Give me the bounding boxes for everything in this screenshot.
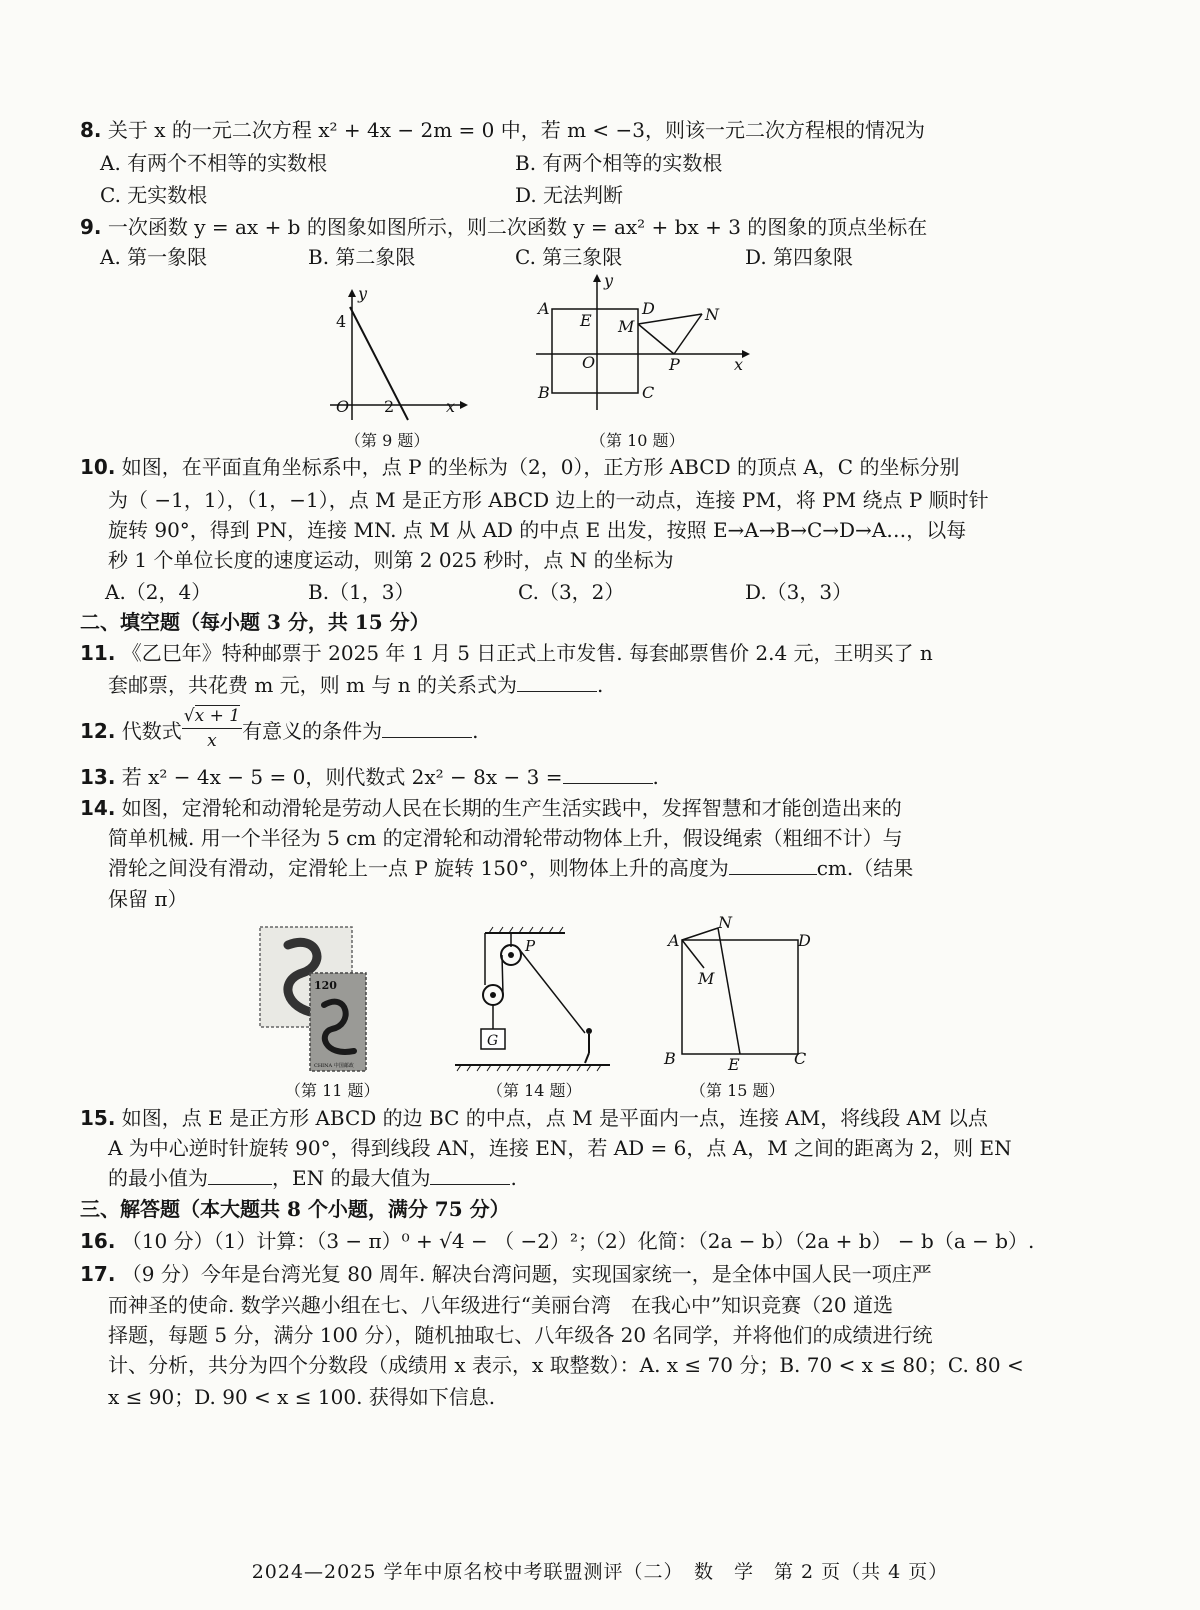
q16-line: [80, 1226, 598, 1256]
figure-10-graph: [530, 272, 755, 412]
fig15-segment-en: [718, 928, 740, 1054]
q8-option-a: A. 有两个不相等的实数根: [100, 151, 328, 175]
section-2-heading: 二、填空题（每小题 3 分，共 15 分）: [80, 610, 430, 634]
q11-line-2: 套邮票，共花费 m 元，则 m 与 n 的关系式为 .: [108, 673, 604, 697]
fig10-label-e: E: [580, 311, 592, 330]
fig14-fixed-pulley-axle: [508, 952, 514, 958]
q13-line: 13. 若 x² − 4x − 5 = 0，则代数式 2x² − 8x − 3 = .: [80, 765, 659, 789]
fig9-x-intercept: 2: [384, 397, 395, 416]
q17-number: 17.: [80, 1262, 116, 1286]
fig14-moving-pulley-axle: [490, 992, 496, 998]
fig15-label-c: C: [794, 1049, 807, 1068]
fig9-x-label: x: [446, 397, 456, 416]
q11-text-2: 套邮票，共花费 m 元，则 m 与 n 的关系式为: [108, 673, 517, 697]
q14-line-3: 滑轮之间没有滑动，定滑轮上一点 P 旋转 150°，则物体上升的高度为 cm.（结果: [108, 856, 914, 880]
fig10-label-p: P: [669, 355, 680, 374]
q12-numerator: √x + 1: [182, 704, 242, 729]
q9-text: 一次函数 y = ax + b 的图象如图所示，则二次函数 y = ax² + bx + 3 的图象的顶点坐标在: [107, 215, 928, 239]
q12-prefix: 代数式: [121, 719, 182, 743]
q10-line-2: 为（ −1，1），（1，−1），点 M 是正方形 ABCD 边上的一动点，连接 PM，将 PM 绕点 P 顺时针: [108, 488, 989, 512]
q17-line-3: 择题，每题 5 分，满分 100 分），随机抽取七、八年级各 20 名同学，并将他们的成绩进行统: [108, 1323, 933, 1347]
q14-line-1: [80, 793, 902, 823]
q9-number: 9.: [80, 215, 102, 239]
fig14-label-g: G: [487, 1033, 499, 1049]
fig9-y-arrow: [348, 289, 356, 297]
fig10-y-arrow: [593, 274, 601, 282]
fig15-square: [682, 940, 798, 1054]
fig14-person-leg: [585, 1053, 589, 1063]
q8-option-c: C. 无实数根: [100, 183, 208, 207]
fig10-label-m: M: [618, 317, 635, 336]
fig14-pull-rope: [519, 949, 585, 1033]
q11-answer-blank[interactable]: [517, 671, 597, 692]
q13-number: 13.: [80, 765, 116, 789]
q15-min-blank[interactable]: [208, 1164, 272, 1185]
fig9-y-label: y: [358, 285, 368, 303]
q10-line-1: [80, 452, 959, 482]
q16-part-2: （2）化简：（2a − b）（2a + b） − b（a − b）.: [585, 1229, 1035, 1253]
fig15-segment-an: [682, 928, 718, 940]
section-3-heading: 三、解答题（本大题共 8 个小题，满分 75 分）: [80, 1197, 510, 1221]
fig10-segment-pm: [638, 324, 674, 354]
q17-line-4: 计、分析，共分为四个分数段（成绩用 x 表示，x 取整数）：A. x ≤ 70 分；B. 70 < x ≤ 80；C. 80 <: [108, 1353, 1024, 1377]
fig14-person-head: [586, 1028, 592, 1034]
q14-text-3: 滑轮之间没有滑动，定滑轮上一点 P 旋转 150°，则物体上升的高度为: [108, 856, 729, 880]
q8-stem: [80, 115, 925, 145]
q16-number: 16.: [80, 1229, 116, 1253]
q10-option-c: C.（3，2）: [518, 580, 625, 604]
q17-line-5: x ≤ 90；D. 90 < x ≤ 100. 获得如下信息.: [108, 1385, 496, 1409]
q10-line-4: 秒 1 个单位长度的速度运动，则第 2 025 秒时，点 N 的坐标为: [108, 548, 674, 572]
q15-line-2: A 为中心逆时针旋转 90°，得到线段 AN，连接 EN，若 AD = 6，点 A，M 之间的距离为 2，则 EN: [108, 1136, 1012, 1160]
q15-text-3b: ，EN 的最大值为: [272, 1166, 431, 1190]
fig15-caption: （第 15 题）: [690, 1081, 785, 1100]
figure-14-pulleys: [445, 925, 615, 1075]
q17-text-1: （9 分）今年是台湾光复 80 周年. 解决台湾问题，实现国家统一，是全体中国人民一项庄严: [121, 1262, 932, 1286]
fig10-label-d: D: [642, 299, 655, 318]
fig15-label-a: A: [668, 931, 680, 950]
q14-text-1: 如图，定滑轮和动滑轮是劳动人民在长期的生产生活实践中，发挥智慧和才能创造出来的: [121, 796, 902, 820]
q12-number: 12.: [80, 719, 116, 743]
q17-line-1: [80, 1259, 932, 1289]
fig10-label-c: C: [642, 383, 655, 402]
q8-option-d: D. 无法判断: [515, 183, 624, 207]
q13-text: 若 x² − 4x − 5 = 0，则代数式 2x² − 8x − 3 =: [121, 765, 563, 789]
q10-option-d: D.（3，3）: [745, 580, 853, 604]
q15-text-3a: 的最小值为: [108, 1166, 208, 1190]
q15-text-1: 如图，点 E 是正方形 ABCD 的边 BC 的中点，点 M 是平面内一点，连接 AM，将线段 AM 以点: [121, 1106, 988, 1130]
q12-denominator: x: [207, 731, 217, 751]
fig9-line: [350, 307, 408, 420]
fig14-middle-rope: [502, 955, 503, 995]
q12-answer-blank[interactable]: [382, 717, 472, 738]
fig9-x-arrow: [460, 401, 468, 409]
page-footer: 2024—2025 学年中原名校中考联盟测评（二） 数 学 第 2 页（共 4 页）: [251, 1561, 949, 1583]
q10-number: 10.: [80, 455, 116, 479]
fig15-label-m: M: [698, 969, 715, 988]
fig15-segment-am: [682, 940, 704, 968]
q14-answer-blank[interactable]: [729, 854, 817, 875]
fig10-label-x: x: [734, 355, 744, 374]
q13-answer-blank[interactable]: [563, 763, 653, 784]
q17-line-2: 而神圣的使命. 数学兴趣小组在七、八年级进行“美丽台湾 在我心中”知识竞赛（20 道选: [108, 1293, 893, 1317]
q12-fraction: [182, 704, 242, 753]
fig9-caption: （第 9 题）: [345, 431, 430, 450]
q12-line: 12. 代数式 $\frac{√x + 1}{x}$ 有意义的条件为 .: [80, 706, 479, 751]
fig11-caption: （第 11 题）: [285, 1081, 380, 1100]
figure-9-graph: [320, 285, 470, 425]
fig10-segment-pn: [674, 314, 702, 354]
fig10-x-arrow: [742, 350, 750, 358]
q10-option-a: A.（2，4）: [105, 580, 212, 604]
fig10-label-b: B: [538, 383, 550, 402]
fig10-caption: （第 10 题）: [590, 431, 685, 450]
fig14-caption: （第 14 题）: [487, 1081, 582, 1100]
q15-line-3: 的最小值为 ，EN 的最大值为 .: [108, 1166, 517, 1190]
q9-stem: [80, 212, 927, 242]
q14-line-2: 简单机械. 用一个半径为 5 cm 的定滑轮和动滑轮带动物体上升，假设绳索（粗细不计）与: [108, 826, 903, 850]
fig14-label-p: P: [525, 937, 536, 955]
q9-option-d: D. 第四象限: [745, 245, 854, 269]
q12-suffix: 有意义的条件为: [242, 719, 383, 743]
q8-option-b: B. 有两个相等的实数根: [515, 151, 723, 175]
fig15-label-n: N: [718, 913, 732, 932]
q14-number: 14.: [80, 796, 116, 820]
figure-15-square: [660, 912, 820, 1072]
fig10-label-a: A: [538, 299, 550, 318]
q9-option-a: A. 第一象限: [100, 245, 208, 269]
fig10-label-n: N: [705, 305, 719, 324]
q16-part-1: （10 分）（1）计算：（3 − π）⁰ + √4 − （ −2）²；: [121, 1229, 598, 1253]
q15-max-blank[interactable]: [430, 1164, 510, 1185]
q8-number: 8.: [80, 118, 102, 142]
fig15-label-e: E: [728, 1055, 740, 1072]
fig10-label-o: O: [582, 353, 596, 372]
q15-number: 15.: [80, 1106, 116, 1130]
q10-text-1: 如图，在平面直角坐标系中，点 P 的坐标为（2，0），正方形 ABCD 的顶点 A，C 的坐标分别: [121, 455, 960, 479]
q15-line-1: [80, 1103, 988, 1133]
fig15-label-d: D: [798, 931, 811, 950]
figure-11-stamps: [258, 925, 368, 1075]
q11-text-1: 《乙巳年》特种邮票于 2025 年 1 月 5 日正式上市发售. 每套邮票售价 2.4 元，王明买了 n: [121, 641, 933, 665]
q9-option-b: B. 第二象限: [308, 245, 416, 269]
fig11-stamp-value: 120: [314, 979, 337, 992]
q10-option-b: B.（1，3）: [308, 580, 415, 604]
q11-number: 11.: [80, 641, 116, 665]
fig10-label-y: y: [604, 272, 614, 290]
q8-text: 关于 x 的一元二次方程 x² + 4x − 2m = 0 中，若 m < −3，则该一元二次方程根的情况为: [107, 118, 925, 142]
fig9-origin: O: [336, 397, 350, 416]
q11-line-1: [80, 638, 933, 668]
fig9-y-intercept: 4: [336, 312, 347, 331]
q10-line-3: 旋转 90°，得到 PN，连接 MN. 点 M 从 AD 的中点 E 出发，按照 E→A→B→C→D→A…，以每: [108, 518, 967, 542]
q14-line-4: 保留 π）: [108, 887, 188, 911]
fig15-label-b: B: [664, 1049, 676, 1068]
q9-option-c: C. 第三象限: [515, 245, 623, 269]
fig11-stamp-mark: CHINA 中国邮政: [314, 1063, 354, 1069]
